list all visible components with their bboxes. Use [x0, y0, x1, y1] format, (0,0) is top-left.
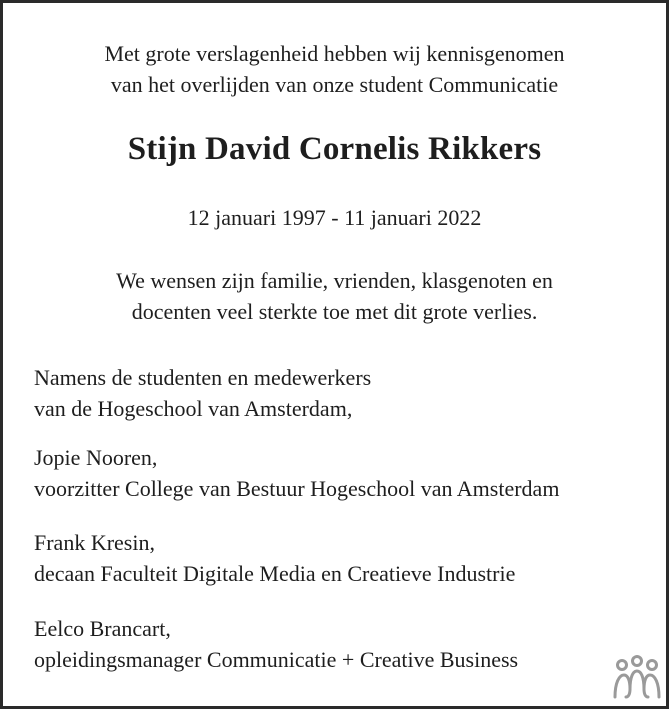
wishes-line-2: docenten veel sterkte toe met dit grote verlies.: [131, 299, 538, 324]
signatory-role: decaan Faculteit Digitale Media en Creatieve Industrie: [34, 561, 516, 586]
intro-line-1: Met grote verslagenheid hebben wij kennisgenomen: [104, 41, 565, 66]
signatory-name: Eelco Brancart,: [34, 616, 171, 641]
on-behalf-line-1: Namens de studenten en medewerkers: [34, 365, 372, 390]
deceased-name: Stijn David Cornelis Rikkers: [127, 131, 542, 167]
signatory-role: voorzitter College van Bestuur Hogeschool van Amsterdam: [34, 476, 560, 501]
wishes-line-1: We wensen zijn familie, vrienden, klasgenoten en: [116, 268, 553, 293]
on-behalf-line-2: van de Hogeschool van Amsterdam,: [34, 396, 353, 421]
people-group-icon: [612, 655, 662, 699]
intro-line-2: van het overlijden van onze student Communicatie: [110, 72, 559, 97]
signatory-name: Frank Kresin,: [34, 530, 155, 555]
signatory-role: opleidingsmanager Communicatie + Creative Business: [34, 647, 519, 672]
signatory-name: Jopie Nooren,: [34, 445, 158, 470]
life-dates: 12 januari 1997 - 11 januari 2022: [187, 205, 482, 230]
